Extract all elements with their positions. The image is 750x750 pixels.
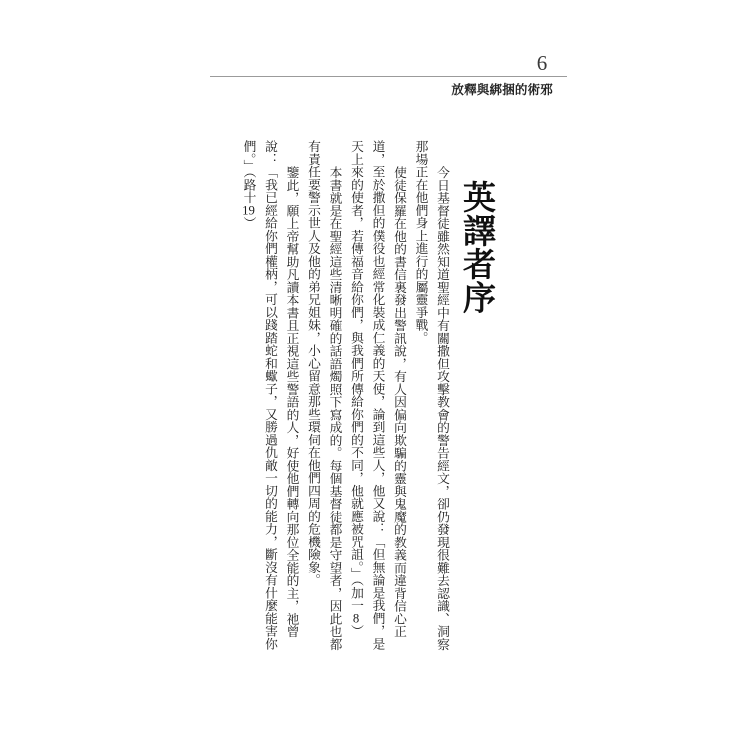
header-divider-line xyxy=(210,76,567,77)
preface-content xyxy=(237,140,500,651)
running-head-book-title: 放釋與綁捆的術邪 xyxy=(451,83,553,97)
paragraph-1: 今日基督徒雖然知道聖經中有關撒但攻擊教會的警告經文，卻仍發現很難去認識、洞察那場正在他們身上進行的屬靈爭戰。 xyxy=(413,140,449,650)
page-number: 6 xyxy=(536,51,548,75)
paragraph-4: 鑒此，願上帝幫助凡讀本書且正視這些警語的人，好使他們轉向那位全能的主，祂曾說：「我已經給你們權柄，可以踐踏蛇和蠍子，又勝過仇敵一切的能力，斷沒有什麼能害你們。」（路十19） xyxy=(241,140,299,650)
paragraph-3: 本書就是在聖經這些清晰明確的話語燭照下寫成的。每個基督徒都是守望者，因此也都有責任要警示世人及他的弟兄姐妹，小心留意那些環伺在他們四周的危機險象。 xyxy=(306,140,342,650)
page-title: 英譯者序 xyxy=(458,180,494,314)
paragraph-2: 使徒保羅在他的書信裏發出警訊說，有人因偏向欺騙的靈與鬼魔的教義而違背信心正道，至於撒但的僕役也經常化裝成仁義的天使，論到這些人，他又說：「但無論是我們，是天上來的使者，若傳福音給你們，與我們所傳給你們的不同，他就應被咒詛。」（加一8） xyxy=(349,140,406,650)
